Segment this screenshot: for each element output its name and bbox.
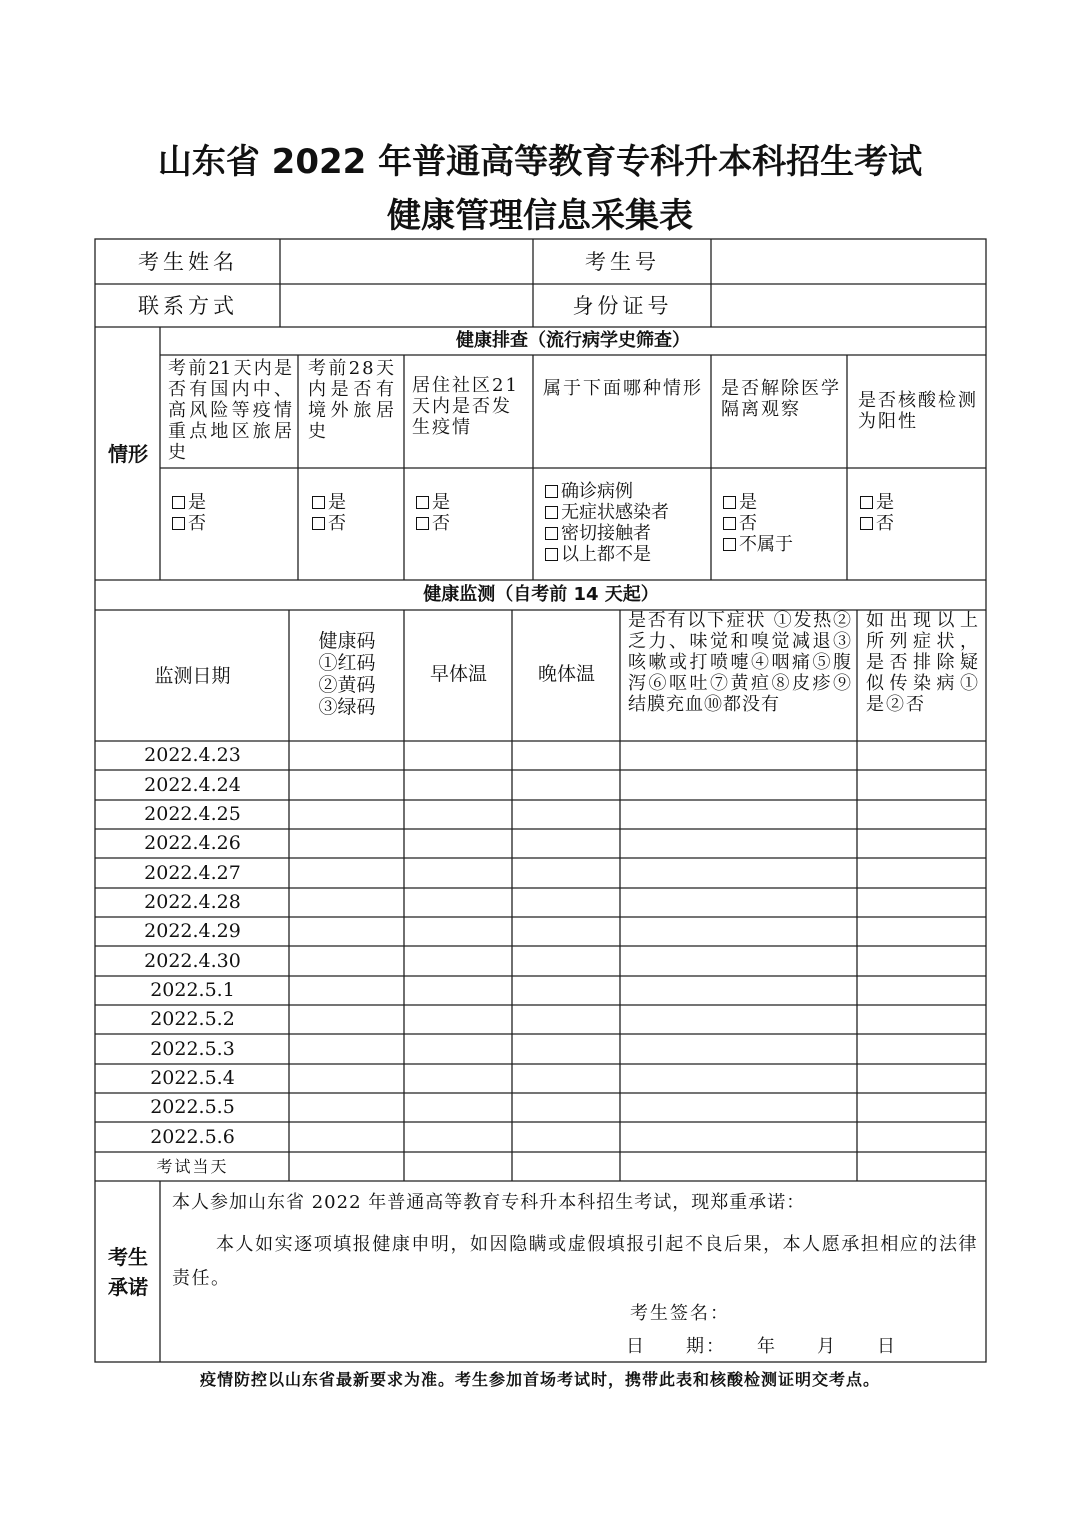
- table-row-date: 2022.4.23: [144, 744, 241, 766]
- footer-note: 疫情防控以山东省最新要求为准。考生参加首场考试时，携带此表和核酸检测证明交考点。: [199, 1370, 880, 1389]
- name-field[interactable]: [281, 240, 533, 284]
- exam-number-label: 考生号: [585, 250, 660, 274]
- checkbox-icon[interactable]: [860, 517, 873, 530]
- options-quarantine: [723, 492, 841, 555]
- option-confirmed[interactable]: 确诊病例: [545, 481, 705, 502]
- table-row-date: 2022.5.2: [150, 1008, 235, 1030]
- checkbox-icon[interactable]: [545, 485, 558, 498]
- exam-number-field[interactable]: [712, 240, 985, 284]
- id-number-label: 身份证号: [572, 294, 673, 318]
- form-title-line1: 山东省 2022 年普通高等教育专科升本科招生考试: [157, 142, 923, 182]
- option-yes[interactable]: 是: [860, 492, 978, 513]
- form-title-line2: 健康管理信息采集表: [387, 196, 693, 236]
- option-yes[interactable]: 是: [312, 492, 400, 513]
- option-no[interactable]: 否: [172, 513, 292, 534]
- option-close-contact[interactable]: 密切接触者: [545, 523, 705, 544]
- id-number-field[interactable]: [712, 285, 985, 327]
- question-quarantine: 是否解除医学隔离观察: [721, 378, 841, 420]
- table-row-date: 2022.5.1: [150, 979, 235, 1001]
- table-row-date: 2022.5.5: [150, 1096, 235, 1118]
- option-no[interactable]: 否: [416, 513, 526, 534]
- question-category: 属于下面哪种情形: [543, 378, 703, 399]
- col-morning-temp: 早体温: [429, 663, 487, 685]
- option-not-applicable[interactable]: 不属于: [723, 534, 841, 555]
- col-exclude-infection: 如出现以上所列症状，是否排除疑似传染病①是②否: [866, 610, 980, 715]
- table-row-date: 2022.4.28: [144, 891, 241, 913]
- name-label: 考生姓名: [138, 250, 238, 274]
- table-row-exam-day: 考试当天: [156, 1157, 229, 1176]
- question-domestic-travel: 考前21天内是否有国内中、高风险等疫情重点地区旅居史: [168, 358, 292, 463]
- table-row-date: 2022.4.25: [144, 803, 241, 825]
- checkbox-icon[interactable]: [860, 496, 873, 509]
- option-yes[interactable]: 是: [723, 492, 841, 513]
- checkbox-icon[interactable]: [172, 496, 185, 509]
- col-monitor-date: 监测日期: [154, 665, 231, 687]
- table-row-date: 2022.4.29: [144, 920, 241, 942]
- question-overseas-travel: 考前28天内是否有境外旅居史: [308, 358, 396, 442]
- checkbox-icon[interactable]: [416, 517, 429, 530]
- option-no[interactable]: 否: [723, 513, 841, 534]
- pledge-statement: 本人参加山东省 2022 年普通高等教育专科升本科招生考试，现郑重承诺：: [172, 1192, 806, 1213]
- checkbox-icon[interactable]: [545, 506, 558, 519]
- checkbox-icon[interactable]: [545, 527, 558, 540]
- options-domestic-travel: [172, 492, 292, 534]
- option-asymptomatic[interactable]: 无症状感染者: [545, 502, 705, 523]
- option-yes[interactable]: 是: [172, 492, 292, 513]
- option-none[interactable]: 以上都不是: [545, 544, 705, 565]
- date-label: 日 期： 年 月 日: [626, 1336, 897, 1357]
- checkbox-icon[interactable]: [312, 496, 325, 509]
- table-row-date: 2022.5.4: [150, 1067, 235, 1089]
- signature-label: 考生签名：: [630, 1303, 730, 1324]
- situation-label: 情形: [108, 442, 148, 466]
- checkbox-icon[interactable]: [312, 517, 325, 530]
- screening-header: 健康排查（流行病学史筛查）: [456, 330, 690, 351]
- monitoring-header: 健康监测（自考前 14 天起）: [423, 584, 659, 605]
- option-yes[interactable]: 是: [416, 492, 526, 513]
- table-row-date: 2022.5.6: [150, 1126, 235, 1148]
- checkbox-icon[interactable]: [723, 496, 736, 509]
- table-row-date: 2022.5.3: [150, 1038, 235, 1060]
- question-nucleic-test: 是否核酸检测为阳性: [858, 390, 978, 432]
- options-nucleic-test: [860, 492, 978, 534]
- contact-field[interactable]: [281, 285, 533, 327]
- options-category: [545, 481, 705, 565]
- pledge-label: 考生承诺: [108, 1245, 148, 1299]
- table-row-date: 2022.4.24: [144, 774, 241, 796]
- checkbox-icon[interactable]: [416, 496, 429, 509]
- table-row-date: 2022.4.26: [144, 832, 241, 854]
- contact-label: 联系方式: [138, 294, 238, 318]
- col-symptoms: 是否有以下症状 ①发热②乏力、味觉和嗅觉减退③咳嗽或打喷嚏④咽痛⑤腹泻⑥呕吐⑦黄疸⑧皮疹⑨结膜充血⑩都没有: [628, 610, 852, 715]
- option-no[interactable]: 否: [860, 513, 978, 534]
- col-health-code: 健康码 ①红码 ②黄码 ③绿码: [318, 630, 376, 718]
- col-evening-temp: 晚体温: [537, 663, 595, 685]
- checkbox-icon[interactable]: [723, 517, 736, 530]
- pledge-commitment: 本人如实逐项填报健康申明，如因隐瞒或虚假填报引起不良后果，本人愿承担相应的法律责任。: [172, 1234, 978, 1289]
- question-community-outbreak: 居住社区21天内是否发生疫情: [412, 375, 519, 438]
- options-community-outbreak: [416, 492, 526, 534]
- options-overseas-travel: [312, 492, 400, 534]
- table-row-date: 2022.4.30: [144, 950, 241, 972]
- checkbox-icon[interactable]: [723, 538, 736, 551]
- option-no[interactable]: 否: [312, 513, 400, 534]
- table-row-date: 2022.4.27: [144, 862, 241, 884]
- checkbox-icon[interactable]: [172, 517, 185, 530]
- checkbox-icon[interactable]: [545, 548, 558, 561]
